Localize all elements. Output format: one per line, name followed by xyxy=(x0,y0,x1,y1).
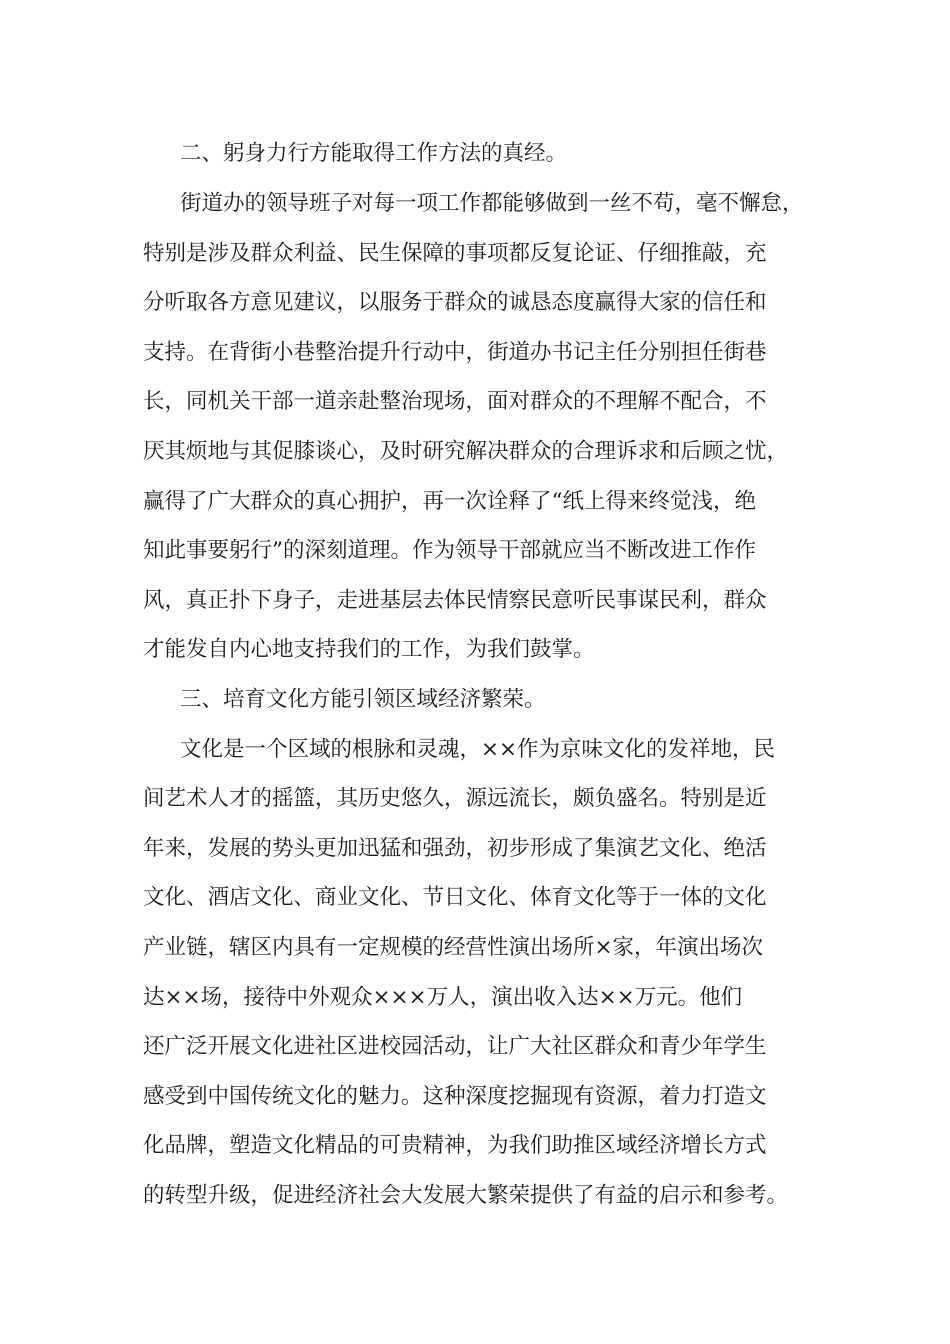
text-line: 赢得了广大群众的真心拥护，再一次诠释了“纸上得来终觉浅，绝 xyxy=(143,489,756,514)
text-line: 街道办的领导班子对每一项工作都能够做到一丝不苟，毫不懈怠， xyxy=(180,191,804,216)
text-line: 间艺术人才的摇篮，其历史悠久，源远流长，颇负盛名。特别是近 xyxy=(143,786,767,811)
text-line: 达××场，接待中外观众×××万人，演出收入达××万元。他们 xyxy=(143,985,743,1010)
text-line: 分听取各方意见建议，以服务于群众的诚恳态度赢得大家的信任和 xyxy=(143,290,767,315)
text-line: 文化是一个区域的根脉和灵魂，××作为京味文化的发祥地，民 xyxy=(180,737,776,762)
text-line: 才能发自内心地支持我们的工作，为我们鼓掌。 xyxy=(143,637,595,662)
text-line: 化品牌，塑造文化精品的可贵精神，为我们助推区域经济增长方式 xyxy=(143,1133,767,1158)
text-line: 厌其烦地与其促膝谈心，及时研究解决群众的合理诉求和后顾之忧， xyxy=(143,439,789,464)
text-line: 长，同机关干部一道亲赴整治现场，面对群众的不理解不配合，不 xyxy=(143,389,767,414)
text-line: 特别是涉及群众利益、民生保障的事项都反复论证、仔细推敲，充 xyxy=(143,241,767,266)
text-line: 感受到中国传统文化的魅力。这种深度挖掘现有资源，着力打造文 xyxy=(143,1084,767,1109)
text-line: 风，真正扑下身子，走进基层去体民情察民意听民事谋民利，群众 xyxy=(143,588,767,613)
text-line: 还广泛开展文化进社区进校园活动，让广大社区群众和青少年学生 xyxy=(143,1034,767,1059)
section-heading-3: 三、培育文化方能引领区域经济繁荣。 xyxy=(180,687,546,712)
text-line: 年来，发展的势头更加迅猛和强劲，初步形成了集演艺文化、绝活 xyxy=(143,836,767,861)
text-line: 的转型升级，促进经济社会大发展大繁荣提供了有益的启示和参考。 xyxy=(143,1183,789,1208)
text-line: 支持。在背街小巷整治提升行动中，街道办书记主任分别担任街巷 xyxy=(143,340,767,365)
section-heading-2: 二、躬身力行方能取得工作方法的真经。 xyxy=(180,141,568,166)
text-line: 文化、酒店文化、商业文化、节日文化、体育文化等于一体的文化 xyxy=(143,885,767,910)
text-line: 知此事要躬行”的深刻道理。作为领导干部就应当不断改进工作作 xyxy=(143,538,756,563)
text-line: 产业链，辖区内具有一定规模的经营性演出场所×家，年演出场次 xyxy=(143,935,764,960)
